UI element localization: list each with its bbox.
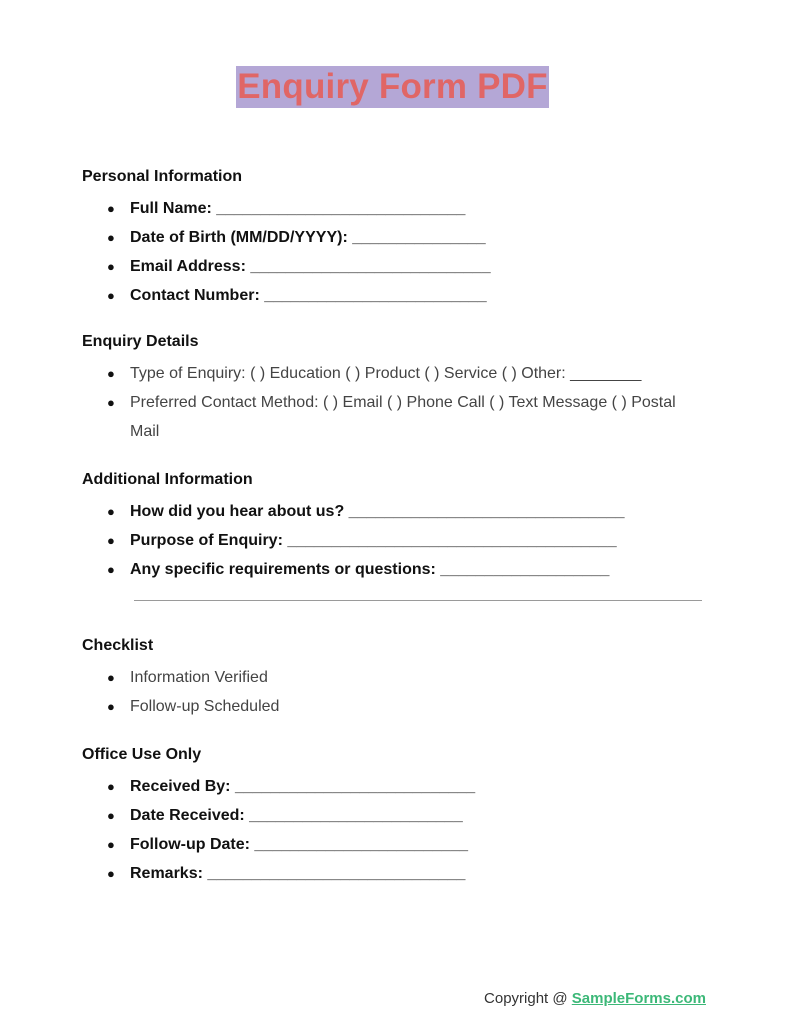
- bullet-icon: ●: [107, 366, 115, 381]
- list-item-purpose: [82, 526, 692, 555]
- page-title: Enquiry Form PDF: [237, 67, 548, 106]
- field-label: Follow-up Date: ________________________: [130, 836, 468, 853]
- field-label: Type of Enquiry: ( ) Education ( ) Product ( ) Service ( ) Other: ________: [130, 365, 642, 382]
- list-item-type-of-enquiry: [82, 359, 692, 388]
- section-checklist: [82, 636, 692, 721]
- field-label: Received By: ___________________________: [130, 778, 476, 795]
- list-item-follow-up-date: [82, 830, 692, 859]
- list-item-received-by: [82, 772, 692, 801]
- section-heading: Additional Information: [82, 471, 253, 488]
- copyright-footer: [484, 989, 706, 1009]
- bullet-icon: ●: [107, 699, 115, 714]
- bullet-icon: ●: [107, 808, 115, 823]
- bullet-icon: ●: [107, 230, 115, 245]
- field-label: Date of Birth (MM/DD/YYYY): _______________: [130, 229, 486, 246]
- bullet-icon: ●: [107, 504, 115, 519]
- field-label: Any specific requirements or questions: ___________________: [130, 561, 610, 578]
- field-label: Information Verified: [130, 669, 268, 686]
- bullet-icon: ●: [107, 866, 115, 881]
- list-item-hear-about-us: [82, 497, 692, 526]
- bullet-icon: ●: [107, 533, 115, 548]
- list-item-remarks: [82, 859, 692, 888]
- bullet-icon: ●: [107, 670, 115, 685]
- section-enquiry-details: [82, 332, 692, 446]
- bullet-icon: ●: [107, 779, 115, 794]
- section-office-use-only: [82, 745, 692, 888]
- section-heading: Enquiry Details: [82, 333, 199, 350]
- field-label: Email Address: ___________________________: [130, 258, 491, 275]
- field-label: Remarks: _____________________________: [130, 865, 466, 882]
- list-item-requirements: [82, 555, 692, 584]
- section-heading: Personal Information: [82, 168, 243, 185]
- section-additional-information: [82, 470, 692, 584]
- title-container: [0, 66, 785, 108]
- field-label: Contact Number: _________________________: [130, 287, 487, 304]
- bullet-icon: ●: [107, 288, 115, 303]
- bullet-icon: ●: [107, 259, 115, 274]
- list-item-email-address: [82, 252, 692, 281]
- office-use-list: [82, 772, 692, 888]
- section-heading: Checklist: [82, 637, 154, 654]
- copyright-prefix: Copyright @: [484, 990, 572, 1007]
- list-item-date-received: [82, 801, 692, 830]
- enquiry-details-list: [82, 359, 692, 446]
- field-label: Follow-up Scheduled: [130, 698, 280, 715]
- list-item-contact-number: [82, 281, 692, 310]
- section-personal-information: [82, 167, 692, 310]
- additional-info-list: [82, 497, 692, 584]
- list-item-follow-up-scheduled: [82, 692, 692, 721]
- brand-link[interactable]: SampleForms.com: [571, 990, 706, 1007]
- bullet-icon: ●: [107, 201, 115, 216]
- list-item-information-verified: [82, 663, 692, 692]
- bullet-icon: ●: [107, 837, 115, 852]
- bullet-icon: ●: [107, 562, 115, 577]
- list-item-date-of-birth: [82, 223, 692, 252]
- list-item-preferred-contact: [82, 388, 692, 446]
- bullet-icon: ●: [107, 395, 115, 410]
- field-label: Full Name: ____________________________: [130, 200, 466, 217]
- field-label: Date Received: ________________________: [130, 807, 463, 824]
- field-label: Preferred Contact Method: ( ) Email ( ) Phone Call ( ) Text Message ( ) Postal Mail: [130, 394, 676, 440]
- horizontal-divider: [134, 600, 702, 601]
- field-label: How did you hear about us? _______________________________: [130, 503, 625, 520]
- section-heading: Office Use Only: [82, 746, 202, 763]
- list-item-full-name: [82, 194, 692, 223]
- personal-info-list: [82, 194, 692, 310]
- checklist-list: [82, 663, 692, 721]
- field-label: Purpose of Enquiry: _____________________________________: [130, 532, 617, 549]
